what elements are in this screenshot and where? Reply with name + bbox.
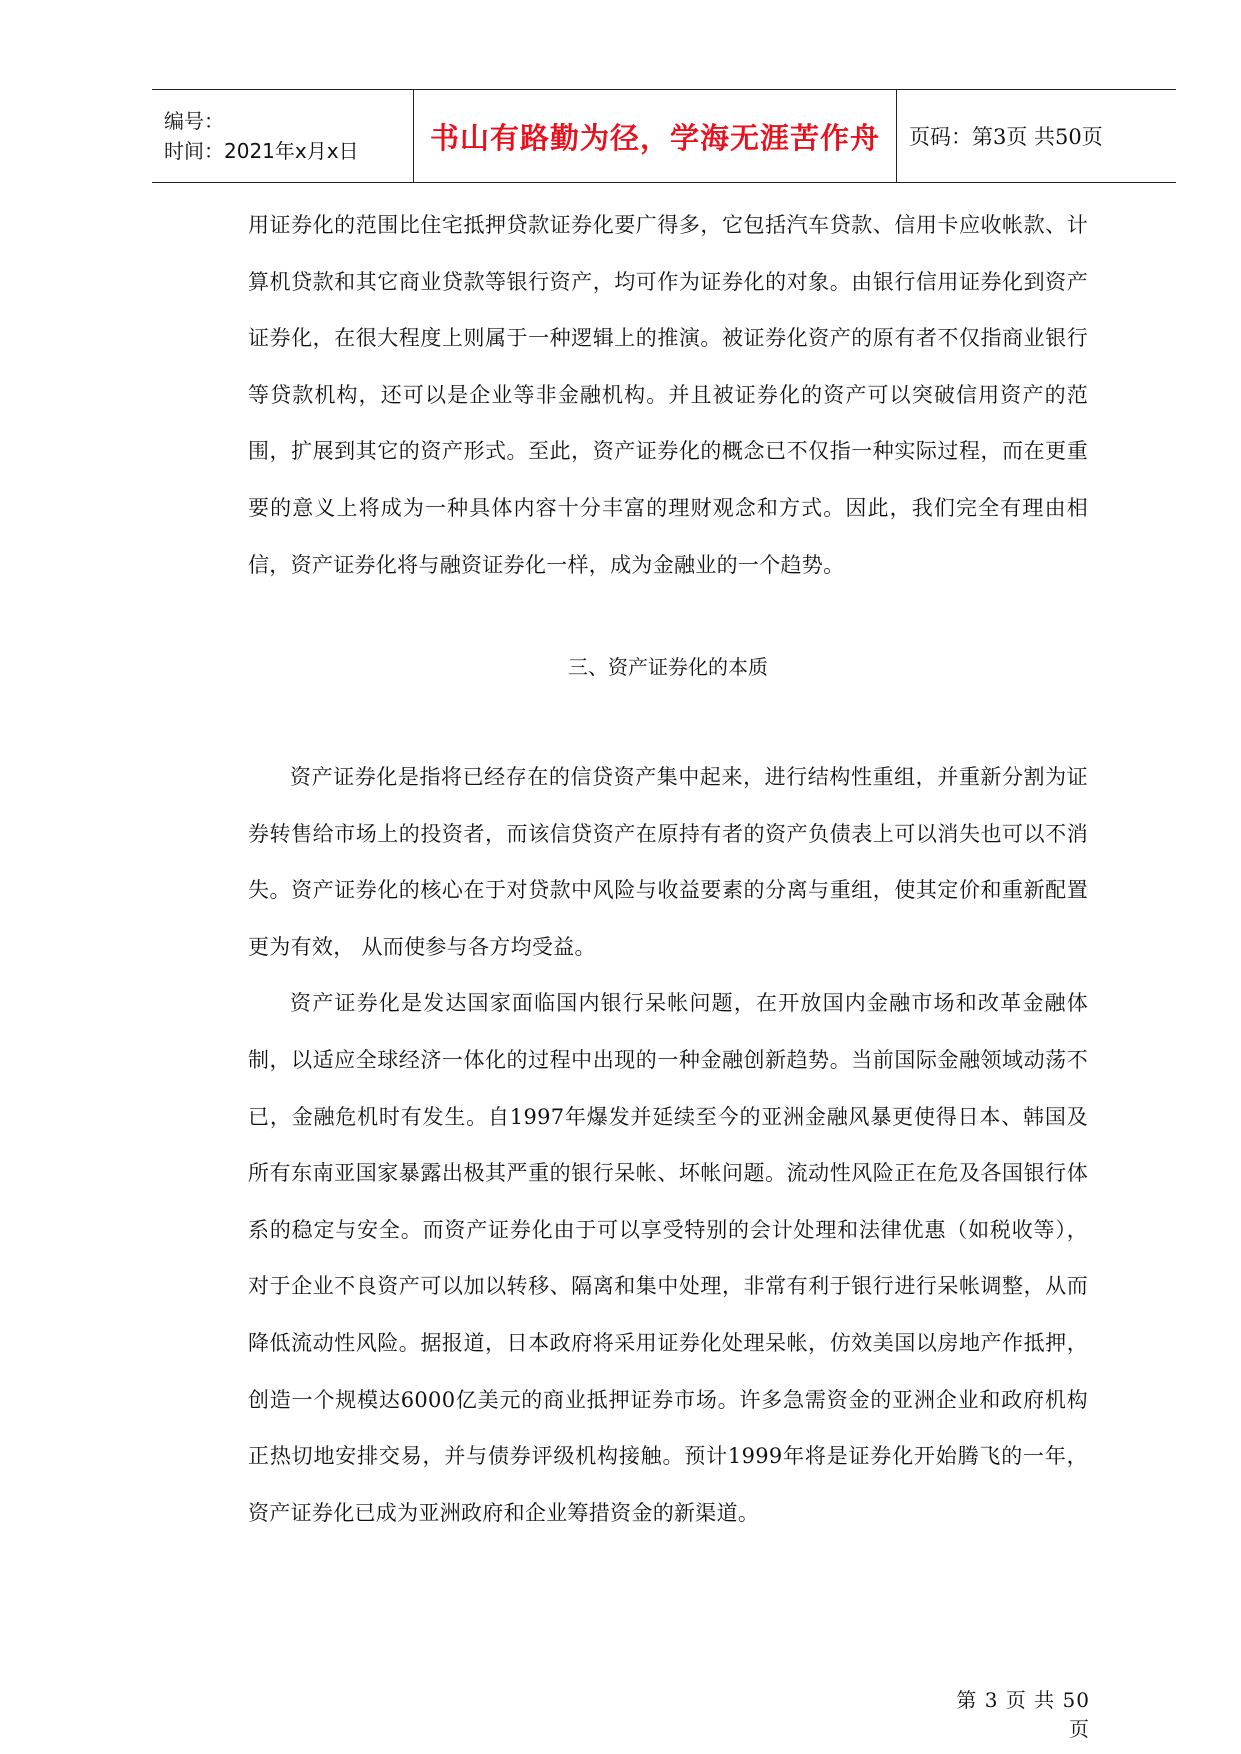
paragraph-essence-context: 资产证券化是发达国家面临国内银行呆帐问题，在开放国内金融市场和改革金融体制，以适应全球经济一体化的过程中出现的一种金融创新趋势。当前国际金融领域动荡不已，金融危机时有发生。自1997年爆发并延续至今的亚洲金融风暴更使得日本、韩国及所有东南亚国家暴露出极其严重的银行呆帐、坏帐问题。流动性风险正在危及各国银行体系的稳定与安全。而资产证券化由于可以享受特别的会计处理和法律优惠（如税收等），对于企业不良资产可以加以转移、隔离和集中处理，非常有利于银行进行呆帐调整，从而降低流动性风险。据报道，日本政府将采用证券化处理呆帐，仿效美国以房地产作抵押，创造一个规模达6000亿美元的商业抵押证券市场。许多急需资金的亚洲企业和政府机构正热切地安排交易，并与债券评级机构接触。预计1999年将是证券化开始腾飞的一年，资产证券化已成为亚洲政府和企业筹措资金的新渠道。 bbox=[248, 991, 1088, 1525]
header-motto: 书山有路勤为径，学海无涯苦作舟 bbox=[429, 120, 880, 155]
body-text-top bbox=[248, 197, 1088, 593]
header-page-cell bbox=[897, 90, 1176, 182]
document-number-label: 编号： bbox=[164, 109, 224, 133]
paragraph-essence-definition: 资产证券化是指将已经存在的信贷资产集中起来，进行结构性重组，并重新分割为证券转售给市场上的投资者，而该信贷资产在原持有者的资产负债表上可以消失也可以不消失。资产证券化的核心在于对贷款中风险与收益要素的分离与重组，使其定价和重新配置更为有效， 从而使参与各方均受益。 bbox=[248, 765, 1088, 959]
document-date-label: 时间：2021年x月x日 bbox=[164, 139, 359, 163]
page-header bbox=[152, 89, 1176, 183]
paragraph-continued: 用证券化的范围比住宅抵押贷款证券化要广得多，它包括汽车贷款、信用卡应收帐款、计算机贷款和其它商业贷款等银行资产，均可作为证券化的对象。由银行信用证券化到资产证券化，在很大程度上则属于一种逻辑上的推演。被证券化资产的原有者不仅指商业银行等贷款机构，还可以是企业等非金融机构。并且被证券化的资产可以突破信用资产的范围，扩展到其它的资产形式。至此，资产证券化的概念已不仅指一种实际过程，而在更重要的意义上将成为一种具体内容十分丰富的理财观念和方式。因此，我们完全有理由相信，资产证券化将与融资证券化一样，成为金融业的一个趋势。 bbox=[248, 213, 1088, 577]
header-info-cell bbox=[152, 90, 413, 182]
header-motto-cell bbox=[413, 90, 897, 182]
header-page-code: 页码：第3页 共50页 bbox=[909, 125, 1103, 149]
page-footer: 第 3 页 共 50 页 bbox=[956, 1688, 1090, 1741]
section-heading: 三、资产证券化的本质 bbox=[568, 655, 768, 679]
body-text-bottom bbox=[248, 749, 1088, 1541]
